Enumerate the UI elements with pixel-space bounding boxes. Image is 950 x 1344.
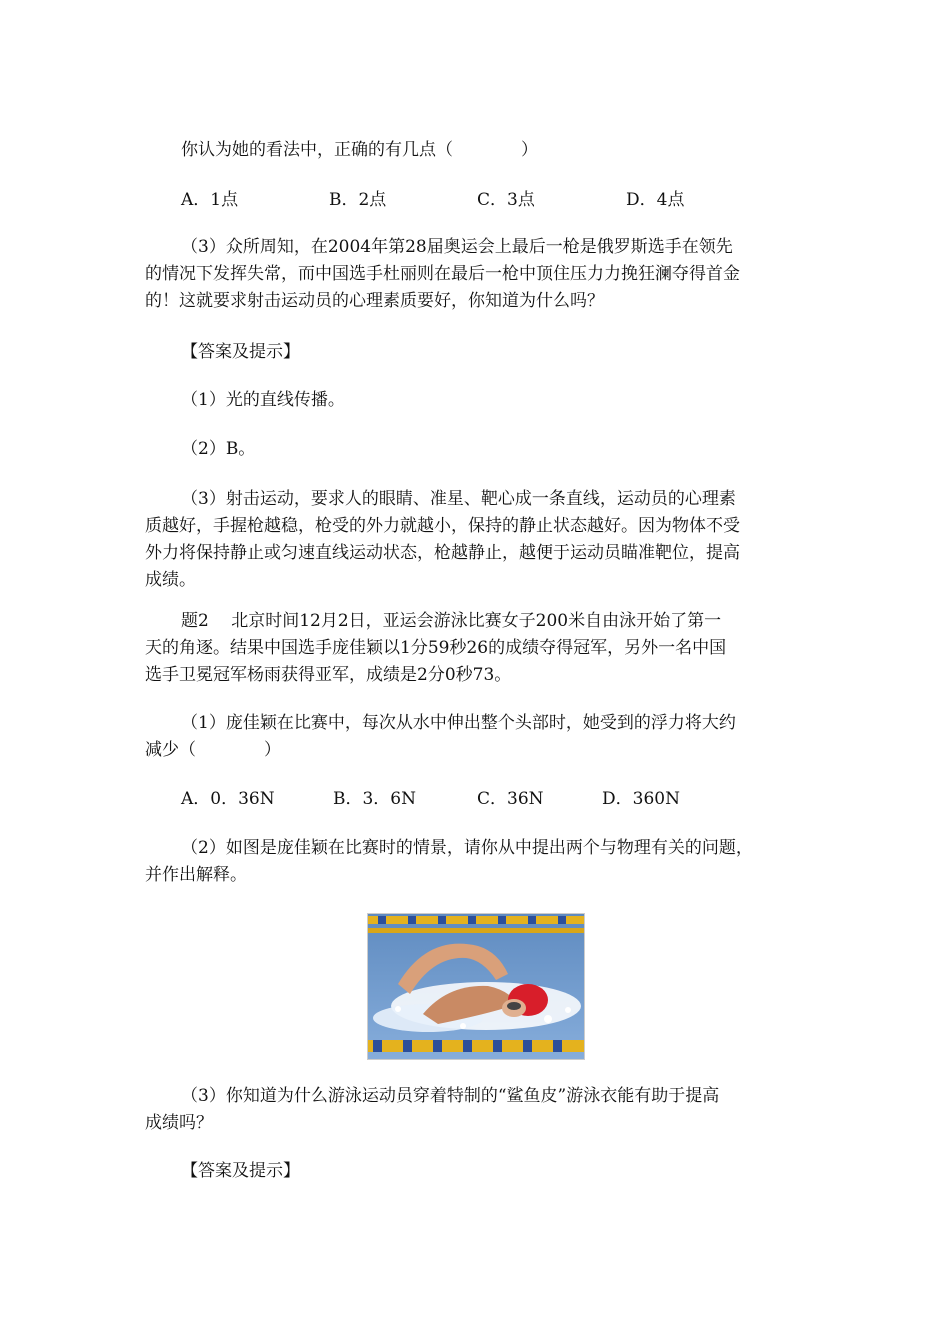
option-b: B．2点 <box>329 190 387 210</box>
topic-2-question-2: （2）如图是庞佳颖在比赛时的情景，请你从中提出两个与物理有关的问题， 并作出解释。 <box>145 838 753 885</box>
topic-2-question-3: （3）你知道为什么游泳运动员穿着特制的“鲨鱼皮”游泳衣能有助于提高 成绩吗？ <box>145 1086 720 1133</box>
answer-heading: 【答案及提示】 <box>181 342 300 362</box>
answer-1: （1）光的直线传播。 <box>181 390 345 410</box>
option-a: A．1点 <box>181 190 239 210</box>
swimmer-photo <box>367 913 585 1060</box>
option-a-2: A．0．36N <box>181 789 275 809</box>
option-c-2: C．36N <box>477 789 544 809</box>
question-3: （3）众所周知，在2004年第28届奥运会上最后一枪是俄罗斯选手在领先 的情况下发挥失常，而中国选手杜丽则在最后一枪中顶住压力力挽狂澜夺得首金 的！这就要求射击运动员的心理素质要好，你知道为什么吗？ <box>145 237 740 311</box>
answer-3: （3）射击运动，要求人的眼睛、准星、靶心成一条直线，运动员的心理素 质越好，手握枪越稳，枪受的外力就越小，保持的静止状态越好。因为物体不受 外力将保持静止或匀速直线运动状态，枪越静止，越便于运动员瞄准靶位，提高 成绩。 <box>145 489 740 590</box>
option-b-2: B．3．6N <box>333 789 416 809</box>
option-d: D．4点 <box>626 190 685 210</box>
option-d-2: D．360N <box>602 789 680 809</box>
topic-2-question-1: （1）庞佳颖在比赛中，每次从水中伸出整个头部时，她受到的浮力将大约 减少（ ） <box>145 713 736 760</box>
answer-2: （2）B。 <box>181 439 256 459</box>
question-intro: 你认为她的看法中，正确的有几点（ ） <box>181 140 538 160</box>
answer-heading-2: 【答案及提示】 <box>181 1161 300 1181</box>
topic-2: 题2 北京时间12月2日，亚运会游泳比赛女子200米自由泳开始了第一 天的角逐。结果中国选手庞佳颖以1分59秒26的成绩夺得冠军，另外一名中国 选手卫冕冠军杨雨获得亚军，成绩是2分0秒73。 <box>145 611 727 685</box>
option-c: C．3点 <box>477 190 535 210</box>
